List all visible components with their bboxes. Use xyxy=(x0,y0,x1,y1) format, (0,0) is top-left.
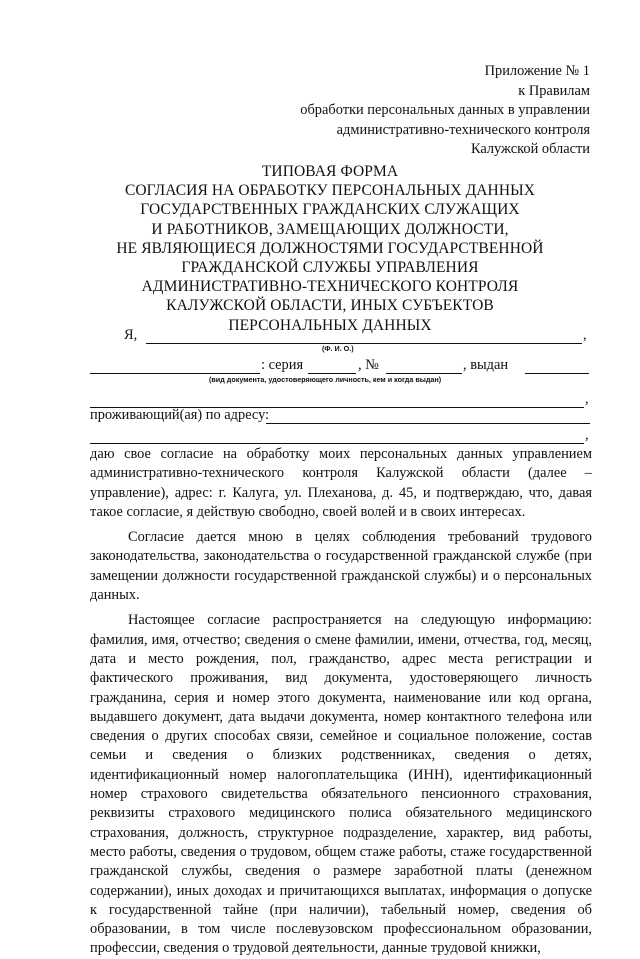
title-line: АДМИНИСТРАТИВНО-ТЕХНИЧЕСКОГО КОНТРОЛЯ xyxy=(141,278,519,296)
document-hint: (вид документа, удостоверяющего личность, кем и когда выдан) xyxy=(209,375,442,384)
number-label: , № xyxy=(358,357,379,373)
title-line: СОГЛАСИЯ НА ОБРАБОТКУ ПЕРСОНАЛЬНЫХ ДАННЫХ xyxy=(124,182,536,200)
appendix-number: Приложение № 1 xyxy=(484,63,590,79)
address-field[interactable] xyxy=(266,423,590,424)
purpose-paragraph: Согласие дается мною в целях соблюдения требований трудового законодательства, законодательства о государственной гражданской службе (при замещении должности государственной гражданской службы) и о персональных данных. xyxy=(90,529,592,604)
issued-field[interactable] xyxy=(525,373,589,374)
appendix-rules-title: обработки персональных данных в управлении xyxy=(300,102,590,118)
fio-field[interactable] xyxy=(146,343,582,344)
scope-paragraph: Настоящее согласие распространяется на следующую информацию: фамилия, имя, отчество; сведения о смене фамилии, имени, отчества, год, месяц, дата и место рождения, пол, гражданство, адрес места регистрации и фактического проживания, вид документа, удостоверяющего личность гражданина, серия и номер этого документа, наименование или код органа, выдавшего документ, дата выдачи документа, номер контактного телефона или сведения о других способах связи, семейное и социальное положение, состав семьи и сведения о близких родственниках, сведения о детях, идентификационный номер налогоплательщика (ИНН), идентификационный номер страхового свидетельства обязательного пенсионного страхования, реквизиты страхового медицинского полиса обязательного медицинского страхования, должность, структурное подразделение, характер, вид работы, место работы, сведения о трудовом, общем стаже работы, стаже государственной гражданской службы, сведения о размере заработной платы (денежном содержании), иных доходах и причитающихся выплатах, информация о допуске к государственной тайне (при наличии), табельный номер, сведения об образовании, в том числе послевузовском профессиональном образовании, профессии, сведения о трудовой деятельности, данные трудовой книжки, xyxy=(90,612,592,957)
number-field[interactable] xyxy=(386,373,462,374)
fio-hint: (Ф. И. О.) xyxy=(322,344,354,353)
issued-comma: , xyxy=(585,391,589,407)
title-line: ПЕРСОНАЛЬНЫХ ДАННЫХ xyxy=(228,316,432,334)
title-line: КАЛУЖСКОЙ ОБЛАСТИ, ИНЫХ СУБЪЕКТОВ xyxy=(166,297,494,315)
seria-field[interactable] xyxy=(308,373,356,374)
title-line: НЕ ЯВЛЯЮЩИЕСЯ ДОЛЖНОСТЯМИ ГОСУДАРСТВЕННОЙ xyxy=(116,239,544,257)
title-line: ТИПОВАЯ ФОРМА xyxy=(261,163,399,180)
consent-body xyxy=(90,445,592,959)
title-line: И РАБОТНИКОВ, ЗАМЕЩАЮЩИХ ДОЛЖНОСТИ, xyxy=(151,220,509,238)
fio-comma: , xyxy=(583,327,587,343)
appendix-rules: к Правилам xyxy=(518,82,590,99)
consent-paragraph: даю свое согласие на обработку моих персональных данных управлением административно-технического контроля Калужской области (далее – управление), адрес: г. Калуга, ул. Плеханова, д. 45, и подтверждаю, что, давая такое согласие, я действую свободно, своей волей и в своих интересах. xyxy=(90,446,592,520)
seria-label: : серия xyxy=(261,357,304,373)
address-label: проживающий(ая) по адресу: xyxy=(90,407,270,423)
appendix-department: административно-технического контроля xyxy=(336,121,590,138)
appendix-region: Калужской области xyxy=(470,141,590,157)
document-title xyxy=(60,162,600,335)
issued-label: , выдан xyxy=(463,357,509,373)
title-line: ГРАЖДАНСКОЙ СЛУЖБЫ УПРАВЛЕНИЯ xyxy=(181,259,479,277)
document-type-field[interactable] xyxy=(90,373,260,374)
appendix-header xyxy=(300,62,590,160)
title-line: ГОСУДАРСТВЕННЫХ ГРАЖДАНСКИХ СЛУЖАЩИХ xyxy=(140,201,520,219)
ya-label: Я, xyxy=(124,327,138,343)
address-comma: , xyxy=(585,427,589,443)
address-continuation-field[interactable] xyxy=(90,443,584,444)
